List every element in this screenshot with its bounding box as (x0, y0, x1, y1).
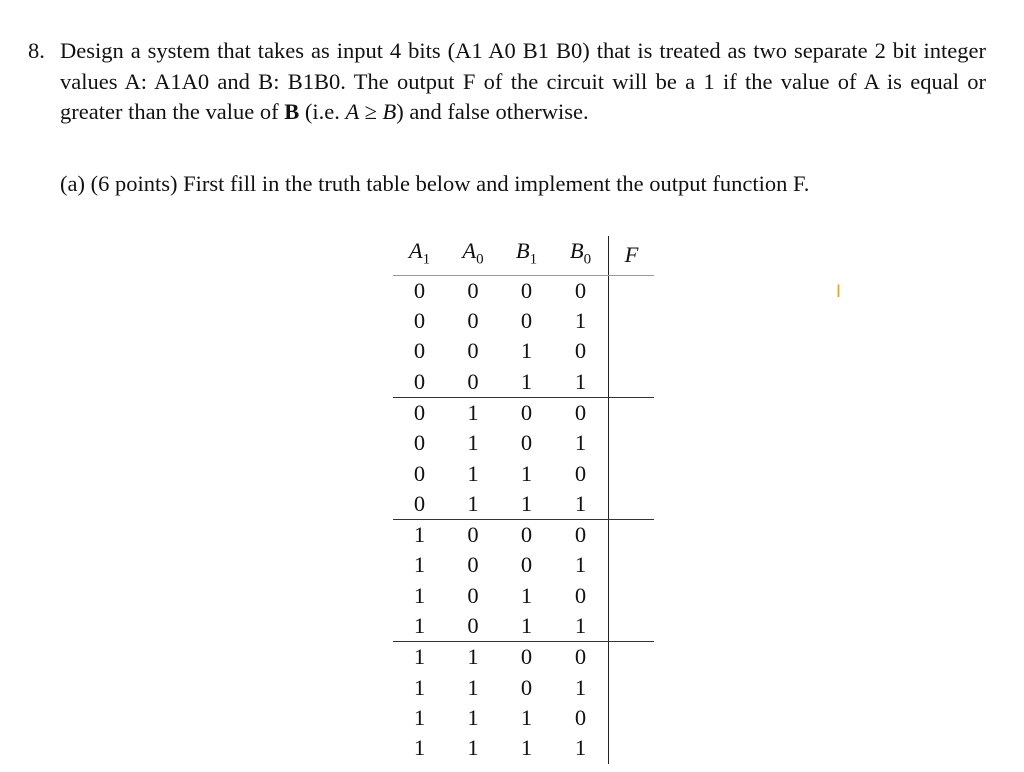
table-row (393, 489, 654, 520)
table-row (393, 550, 654, 580)
cell-f[interactable] (609, 428, 655, 458)
cell-a0: 0 (446, 367, 500, 398)
cell-b0: 1 (574, 674, 587, 700)
cell-a0: 1 (467, 704, 479, 730)
cell-b0: 0 (574, 704, 587, 730)
cell-b0: 0 (574, 460, 587, 486)
cell-b1: 0 (520, 522, 533, 548)
cell-a1: 0 (393, 367, 446, 398)
table-row (393, 336, 654, 366)
cell-b1: 0 (520, 674, 533, 700)
cell-f[interactable] (609, 642, 655, 673)
cell-a1: 1 (413, 552, 426, 578)
cell-f[interactable] (609, 581, 655, 611)
problem-text-2: (i.e. (299, 99, 346, 124)
cell-b0: 0 (574, 644, 587, 670)
cell-b0: 0 (574, 399, 587, 425)
cell-b0: 1 (553, 489, 609, 520)
table-row (393, 428, 654, 458)
cell-b1: 0 (520, 430, 533, 456)
cell-f[interactable] (609, 367, 655, 398)
cell-a1: 1 (413, 644, 426, 670)
header-f: F (609, 236, 655, 275)
cell-a1: 1 (413, 704, 426, 730)
cell-a1: 0 (413, 399, 426, 425)
cell-f[interactable] (609, 397, 655, 428)
cell-a0: 0 (467, 338, 479, 364)
truth-table-body (393, 275, 654, 763)
truth-table (393, 236, 654, 764)
table-row (393, 520, 654, 551)
problem-text-3: ) and false otherwise. (396, 99, 589, 124)
cell-a0: 0 (467, 277, 479, 303)
cell-f[interactable] (609, 733, 655, 763)
cell-b0: 0 (574, 522, 587, 548)
cell-b0: 1 (574, 735, 587, 761)
cell-b1: 1 (520, 704, 533, 730)
cell-b1: 0 (520, 277, 533, 303)
table-row (393, 306, 654, 336)
cell-a1: 0 (413, 338, 426, 364)
table-row (393, 611, 654, 642)
cell-a1: 1 (393, 611, 446, 642)
cell-b0: 1 (574, 552, 587, 578)
cell-a0: 0 (467, 308, 479, 334)
cell-a0: 1 (467, 399, 479, 425)
cell-b1: 0 (520, 308, 533, 334)
table-row (393, 367, 654, 398)
cell-a1: 1 (413, 735, 426, 761)
cell-a0: 1 (467, 460, 479, 486)
subpart-label: (a) (6 points) (60, 171, 178, 196)
problem-bold-b: B (284, 99, 300, 124)
problem-statement (60, 36, 986, 128)
cell-b0: 1 (574, 308, 587, 334)
cell-b1: 1 (520, 582, 533, 608)
cell-b0: 1 (553, 611, 609, 642)
cell-a0: 0 (467, 522, 479, 548)
problem-number: 8. (28, 38, 45, 63)
table-row (393, 581, 654, 611)
truth-table-header (393, 236, 654, 275)
cell-f[interactable] (609, 306, 655, 336)
cell-b0: 1 (553, 367, 609, 398)
cell-f[interactable] (609, 336, 655, 366)
cell-f[interactable] (609, 520, 655, 551)
table-row (393, 642, 654, 673)
cell-a0: 1 (467, 644, 479, 670)
cell-b1: 1 (500, 367, 553, 398)
table-row (393, 703, 654, 733)
cell-b1: 0 (520, 552, 533, 578)
cell-a1: 0 (413, 460, 426, 486)
cell-f[interactable] (609, 703, 655, 733)
cell-a1: 0 (413, 308, 426, 334)
table-row (393, 459, 654, 489)
problem-math-condition: A ≥ B (345, 99, 397, 124)
cell-b1: 0 (520, 644, 533, 670)
cell-b1: 1 (520, 735, 533, 761)
cell-b1: 0 (520, 399, 533, 425)
cell-a0: 0 (446, 611, 500, 642)
cell-a1: 0 (413, 277, 426, 303)
table-row (393, 275, 654, 306)
cell-f[interactable] (609, 459, 655, 489)
cell-b1: 1 (520, 338, 533, 364)
cell-a0: 1 (467, 430, 479, 456)
table-row (393, 397, 654, 428)
problem-8 (28, 36, 986, 128)
cell-a0: 1 (446, 489, 500, 520)
cell-a0: 1 (467, 674, 479, 700)
subpart-text: First fill in the truth table below and implement the output function F. (183, 171, 810, 196)
subpart-a (60, 169, 986, 199)
header-a1: $A_1$ (393, 236, 446, 275)
cell-f[interactable] (609, 673, 655, 703)
cell-a1: 0 (413, 430, 426, 456)
cell-f[interactable] (609, 489, 655, 520)
cell-b1: 1 (520, 460, 533, 486)
cell-b0: 1 (574, 430, 587, 456)
cell-b0: 0 (574, 338, 587, 364)
cell-a1: 1 (413, 522, 426, 548)
problem-text-1: Design a system that takes as input 4 bits (A1 A0 B1 B0) that is treated as two separate 2 bit integer values A: A1A0 and B: B1B0. The output F of the circuit will be a 1 if the value of A is equal or greater than the value of (60, 38, 986, 124)
header-a0: $A_0$ (446, 236, 500, 275)
cell-a0: 0 (467, 552, 479, 578)
cell-a1: 0 (393, 489, 446, 520)
header-b0: $B_0$ (553, 236, 609, 275)
cell-b1: 1 (500, 611, 553, 642)
cell-a1: 1 (413, 674, 426, 700)
header-b1: $B_1$ (500, 236, 553, 275)
text-cursor-icon: I (836, 282, 842, 302)
cell-b0: 0 (574, 582, 587, 608)
cell-f[interactable] (609, 550, 655, 580)
cell-f[interactable] (609, 275, 655, 306)
table-row (393, 733, 654, 763)
cell-b0: 0 (574, 277, 587, 303)
cell-b1: 1 (500, 489, 553, 520)
cell-a0: 0 (467, 582, 479, 608)
cell-f[interactable] (609, 611, 655, 642)
table-row (393, 673, 654, 703)
cell-a1: 1 (413, 582, 426, 608)
cell-a0: 1 (467, 735, 479, 761)
